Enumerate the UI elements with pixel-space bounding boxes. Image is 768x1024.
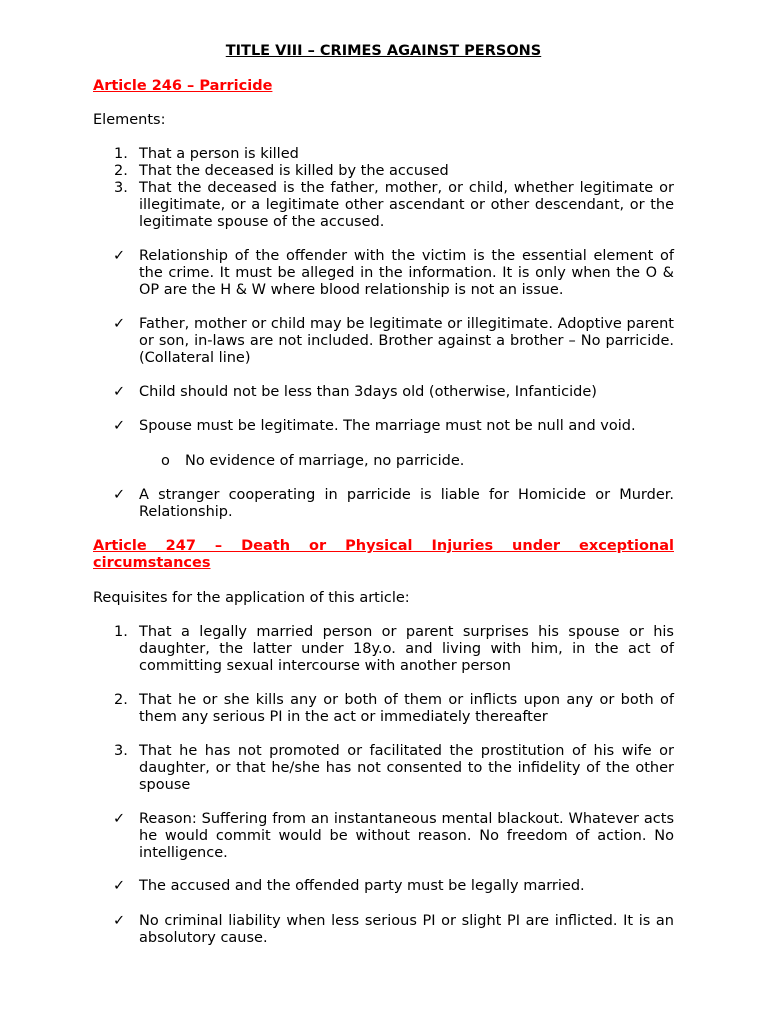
checkmark-icon: ✓ [113, 316, 126, 332]
checkmark-icon: ✓ [113, 384, 126, 400]
article-246-heading: Article 246 – Parricide [93, 78, 273, 94]
elements-label: Elements: [93, 112, 166, 128]
checkmark-icon: ✓ [113, 487, 126, 503]
checklist-item-text: Spouse must be legitimate. The marriage must not be null and void. [139, 418, 636, 434]
list-item-text: That he has not promoted or facilitated the prostitution of his wife or daughter, or that he/she has not consented to the infidelity of the other spouse [139, 743, 674, 793]
checkmark-icon: ✓ [113, 878, 126, 894]
checkmark-icon: ✓ [113, 913, 126, 929]
list-number: 2. [114, 163, 128, 179]
checklist-item-text: Child should not be less than 3days old (otherwise, Infanticide) [139, 384, 597, 400]
article-247-heading: Article 247 – Death or Physical Injuries under exceptional circumstances [93, 538, 674, 571]
sub-bullet-text: No evidence of marriage, no parricide. [185, 453, 465, 469]
requisites-label: Requisites for the application of this article: [93, 590, 410, 606]
checklist-item-text: No criminal liability when less serious PI or slight PI are inflicted. It is an absolutory cause. [139, 913, 674, 946]
checklist-item-text: The accused and the offended party must be legally married. [139, 878, 585, 894]
list-item-text: That a legally married person or parent surprises his spouse or his daughter, the latter under 18y.o. and living with him, in the act of committing sexual intercourse with another person [139, 624, 674, 674]
checklist-item-text: Father, mother or child may be legitimate or illegitimate. Adoptive parent or son, in-laws are not included. Brother against a brother – No parricide. (Collateral line) [139, 316, 674, 366]
list-item-text: That a person is killed [139, 146, 299, 162]
list-number: 1. [114, 624, 128, 640]
list-number: 3. [114, 180, 128, 196]
list-item-text: That the deceased is the father, mother, or child, whether legitimate or illegitimate, or a legitimate other ascendant or other descendant, or the legitimate spouse of the accused. [139, 180, 674, 230]
list-item-text: That he or she kills any or both of them or inflicts upon any or both of them any serious PI in the act or immediately thereafter [139, 692, 674, 725]
checklist-item-text: Reason: Suffering from an instantaneous mental blackout. Whatever acts he would commit would be without reason. No freedom of action. No intelligence. [139, 811, 674, 861]
list-number: 3. [114, 743, 128, 759]
checkmark-icon: ✓ [113, 418, 126, 434]
checklist-item-text: A stranger cooperating in parricide is liable for Homicide or Murder. Relationship. [139, 487, 674, 520]
list-item-text: That the deceased is killed by the accused [139, 163, 449, 179]
list-number: 2. [114, 692, 128, 708]
checkmark-icon: ✓ [113, 811, 126, 827]
checkmark-icon: ✓ [113, 248, 126, 264]
checklist-item-text: Relationship of the offender with the victim is the essential element of the crime. It must be alleged in the information. It is only when the O & OP are the H & W where blood relationship is not an issue. [139, 248, 674, 298]
page-title: TITLE VIII – CRIMES AGAINST PERSONS [225, 43, 542, 59]
list-number: 1. [114, 146, 128, 162]
circle-bullet-icon: o [161, 453, 170, 469]
